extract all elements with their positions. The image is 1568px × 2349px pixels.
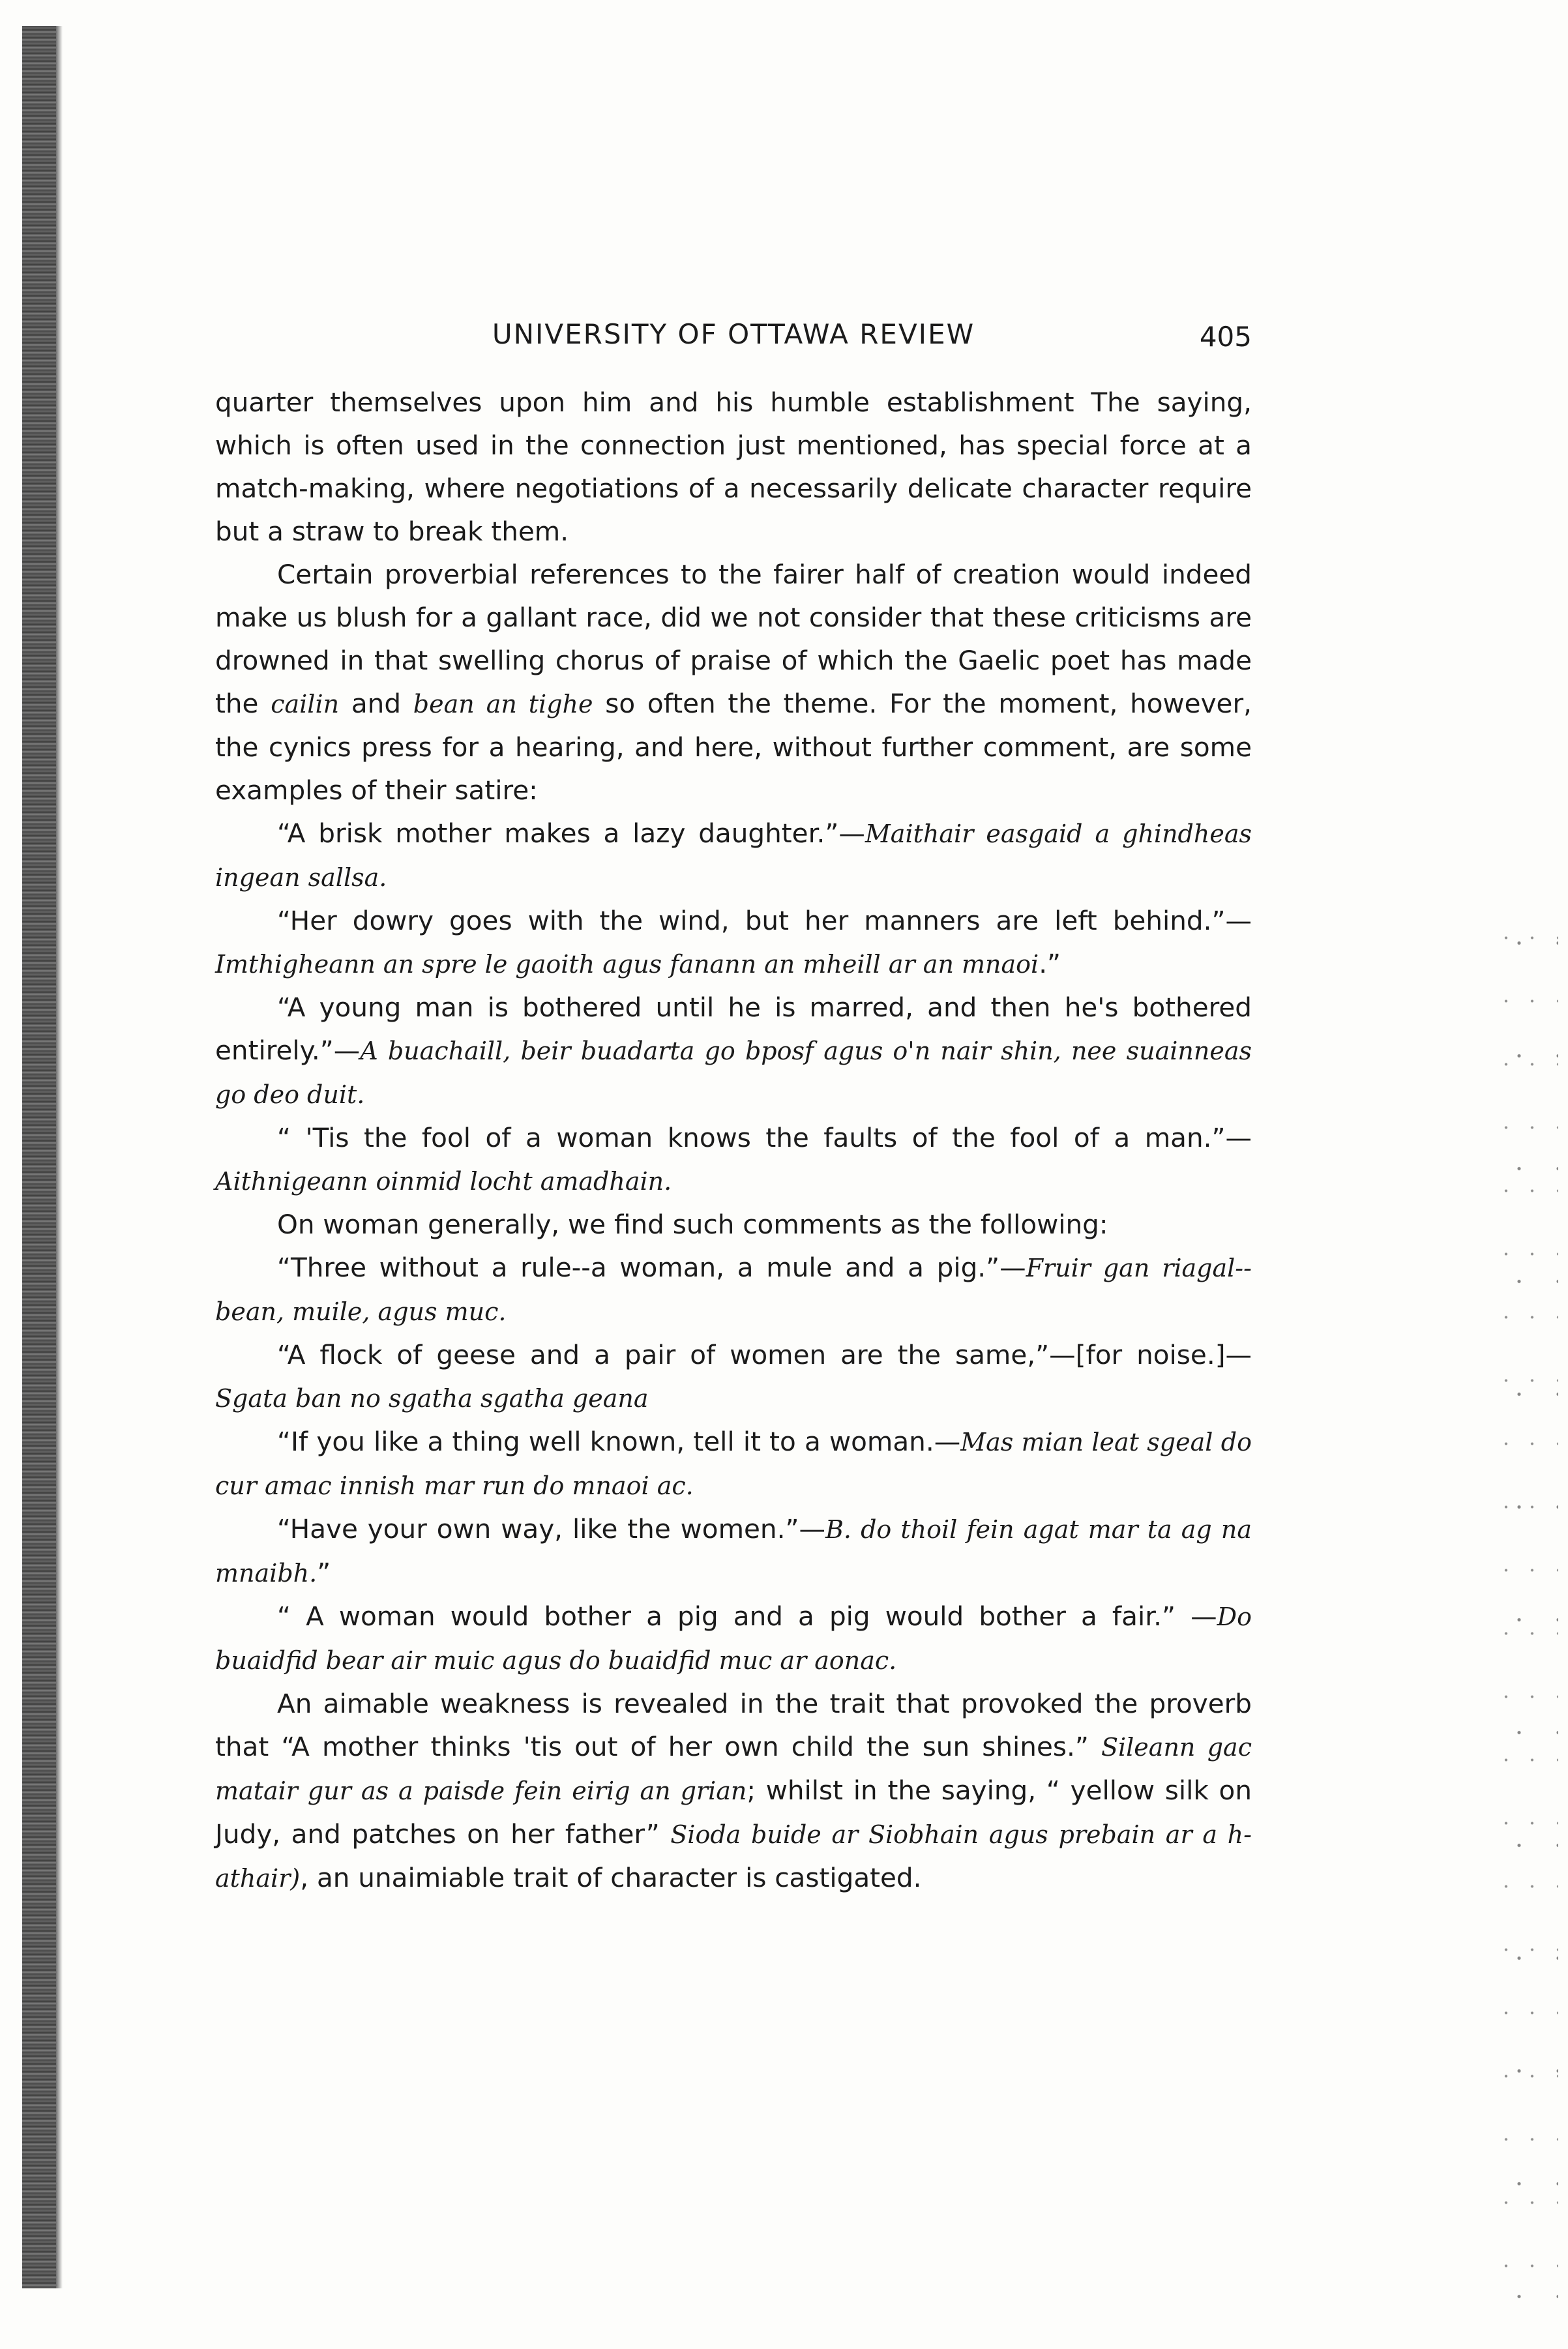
- running-title: UNIVERSITY OF OTTAWA REVIEW: [492, 318, 975, 350]
- page: [215, 313, 1252, 1900]
- paragraph: [215, 553, 1252, 812]
- paragraph: [215, 1682, 1252, 1900]
- irish-proverb-text: Imthigheann an spre le gaoith agus fanann an mheill ar an mnaoi: [215, 950, 1039, 979]
- irish-proverb-text: A buachaill, beir buadarta go bposf agus o'n nair shin, nee suainneas go deo duit.: [215, 1037, 1252, 1109]
- paragraph-text: On woman generally, we find such comments as the following:: [277, 1209, 1108, 1240]
- irish-proverb-text: cailin: [271, 690, 340, 718]
- paragraph-text: ; whilst in the saying, “ yellow silk on Judy, and patches on her father”: [215, 1775, 1252, 1850]
- binding-edge: [56, 26, 63, 2288]
- irish-proverb-text: Maithair easgaid a ghindheas ingean sallsa.: [215, 820, 1252, 892]
- paragraph: [215, 1595, 1252, 1682]
- paragraph: [215, 1203, 1252, 1246]
- irish-proverb-text: Sgata ban no sgatha sgatha geana: [215, 1384, 649, 1413]
- irish-proverb-text: Sileann gac matair gur as a paisde fein eirig an grian: [215, 1733, 1252, 1805]
- paragraph-text: , an unaimiable trait of character is castigated.: [300, 1862, 922, 1893]
- book-binding-shadow: [22, 26, 56, 2288]
- paragraph-text: ”: [317, 1557, 331, 1588]
- paragraph: [215, 381, 1252, 553]
- paragraph: [215, 812, 1252, 899]
- page-number: 405: [1199, 321, 1252, 353]
- paragraph-text: quarter themselves upon him and his humble establishment The saying, which is often used in the connection just mentioned, has special force at a match-making, where negotiations of a necessarily delicate character require but a straw to break them.: [215, 387, 1252, 547]
- paragraph-text: and: [339, 688, 413, 719]
- paragraph: [215, 1116, 1252, 1203]
- scan-noise: [1493, 887, 1558, 2321]
- paragraph: [215, 1507, 1252, 1595]
- paragraph-text: “ 'Tis the fool of a woman knows the faults of the fool of a man.”—: [277, 1122, 1252, 1153]
- irish-proverb-text: Fruir gan riagal--bean, muile, agus muc.: [215, 1254, 1252, 1326]
- irish-proverb-text: B. do thoil fein agat mar ta ag na mnaibh.: [215, 1515, 1252, 1588]
- irish-proverb-text: Mas mian leat sgeal do cur amac innish mar run do mnaoi ac.: [215, 1428, 1252, 1500]
- paragraph-text: Certain proverbial references to the fairer half of creation would indeed make us blush for a gallant race, did we not consider that these criticisms are drowned in that swelling chorus of praise of which the Gaelic poet has made the: [215, 559, 1252, 719]
- paragraph-text: so often the theme. For the moment, however, the cynics press for a hearing, and here, without further comment, are some examples of their satire:: [215, 688, 1252, 806]
- irish-proverb-text: bean an tighe: [413, 690, 593, 718]
- paragraph-text: “ A woman would bother a pig and a pig would bother a fair.” —: [277, 1601, 1217, 1632]
- paragraph-text: “A brisk mother makes a lazy daughter.”—: [277, 818, 865, 849]
- paragraph-text: “If you like a thing well known, tell it to a woman.—: [277, 1426, 961, 1457]
- paragraph: [215, 1333, 1252, 1420]
- body-text: [215, 381, 1252, 1900]
- paragraph: [215, 1246, 1252, 1333]
- paragraph-text: An aimable weakness is revealed in the trait that provoked the proverb that “A mother thinks 'tis out of her own child the sun shines.”: [215, 1688, 1252, 1762]
- paragraph-text: “Her dowry goes with the wind, but her manners are left behind.”—: [277, 905, 1252, 936]
- paragraph-text: .”: [1039, 948, 1061, 979]
- paragraph-text: “Have your own way, like the women.”—: [277, 1513, 825, 1544]
- paragraph-text: “Three without a rule--a woman, a mule and a pig.”—: [277, 1252, 1026, 1283]
- paragraph-text: “A flock of geese and a pair of women are the same,”—[for noise.]—: [277, 1339, 1252, 1370]
- irish-proverb-text: Sioda buide ar Siobhain agus prebain ar a h-athair): [215, 1820, 1252, 1893]
- paragraph: [215, 899, 1252, 986]
- irish-proverb-text: Do buaidfid bear air muic agus do buaidfid muc ar aonac.: [215, 1603, 1252, 1675]
- page-header: [215, 313, 1252, 372]
- irish-proverb-text: Aithnigeann oinmid locht amadhain.: [215, 1167, 672, 1196]
- paragraph: [215, 1420, 1252, 1507]
- paragraph: [215, 986, 1252, 1116]
- paragraph-text: “A young man is bothered until he is marred, and then he's bothered entirely.”—: [215, 992, 1252, 1066]
